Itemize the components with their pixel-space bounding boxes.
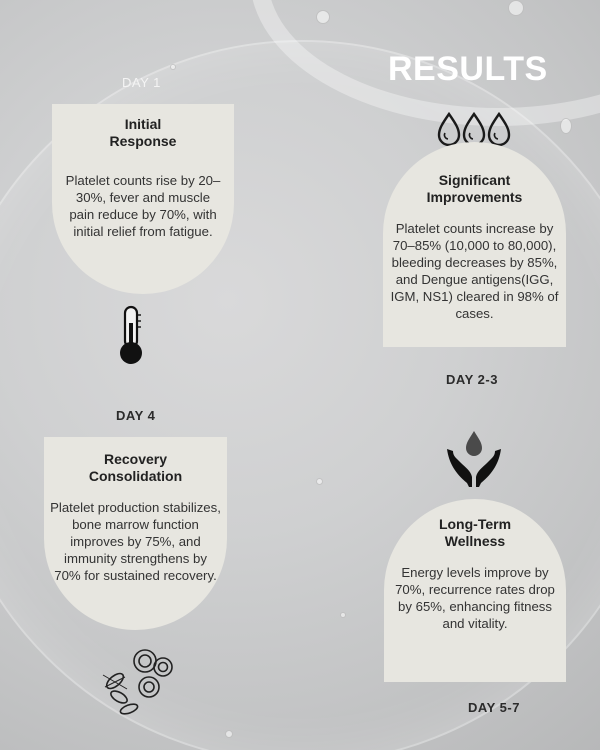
card-title: Long-Term Wellness (438, 516, 512, 549)
water-droplet (340, 612, 346, 618)
water-droplet (560, 118, 572, 134)
card-text: Platelet counts increase by 70–85% (10,000 to 80,000), bleeding decreases by 85%, and Dengue antigens(IGG, IGM, NS1) cleared in 98% of cases. (390, 221, 559, 321)
day-label-2-3: DAY 2-3 (446, 372, 498, 387)
water-droplet (170, 64, 176, 70)
day-label-1: DAY 1 (122, 75, 161, 90)
stage-card-initial-response (52, 104, 234, 294)
hands-drop-icon (445, 429, 503, 489)
card-title: Recovery Consolidation (88, 451, 183, 484)
water-droplet (316, 478, 323, 485)
stage-card-recovery-consolidation (44, 437, 227, 630)
three-drops-icon (437, 112, 511, 146)
water-droplet (225, 730, 233, 738)
day-label-4: DAY 4 (116, 408, 156, 423)
card-text: Platelet counts rise by 20–30%, fever and muscle pain reduce by 70%, with initial relief from fatigue. (65, 173, 221, 239)
card-title: Significant Improvements (426, 172, 523, 205)
blood-cells-icon (97, 647, 177, 719)
stage-card-long-term-wellness (384, 499, 566, 682)
page-title: RESULTS (388, 50, 548, 88)
card-text: Energy levels improve by 70%, recurrence rates drop by 65%, enhancing fitness and vitality. (395, 565, 555, 631)
day-label-5-7: DAY 5-7 (468, 700, 520, 715)
thermometer-icon (115, 305, 147, 367)
water-droplet (316, 10, 330, 24)
card-text: Platelet production stabilizes, bone marrow function improves by 75%, and immunity strengthens by 70% for sustained recovery. (50, 500, 221, 583)
card-title: Initial Response (109, 116, 177, 149)
water-droplet (508, 0, 524, 16)
stage-card-significant-improvements (383, 142, 566, 347)
